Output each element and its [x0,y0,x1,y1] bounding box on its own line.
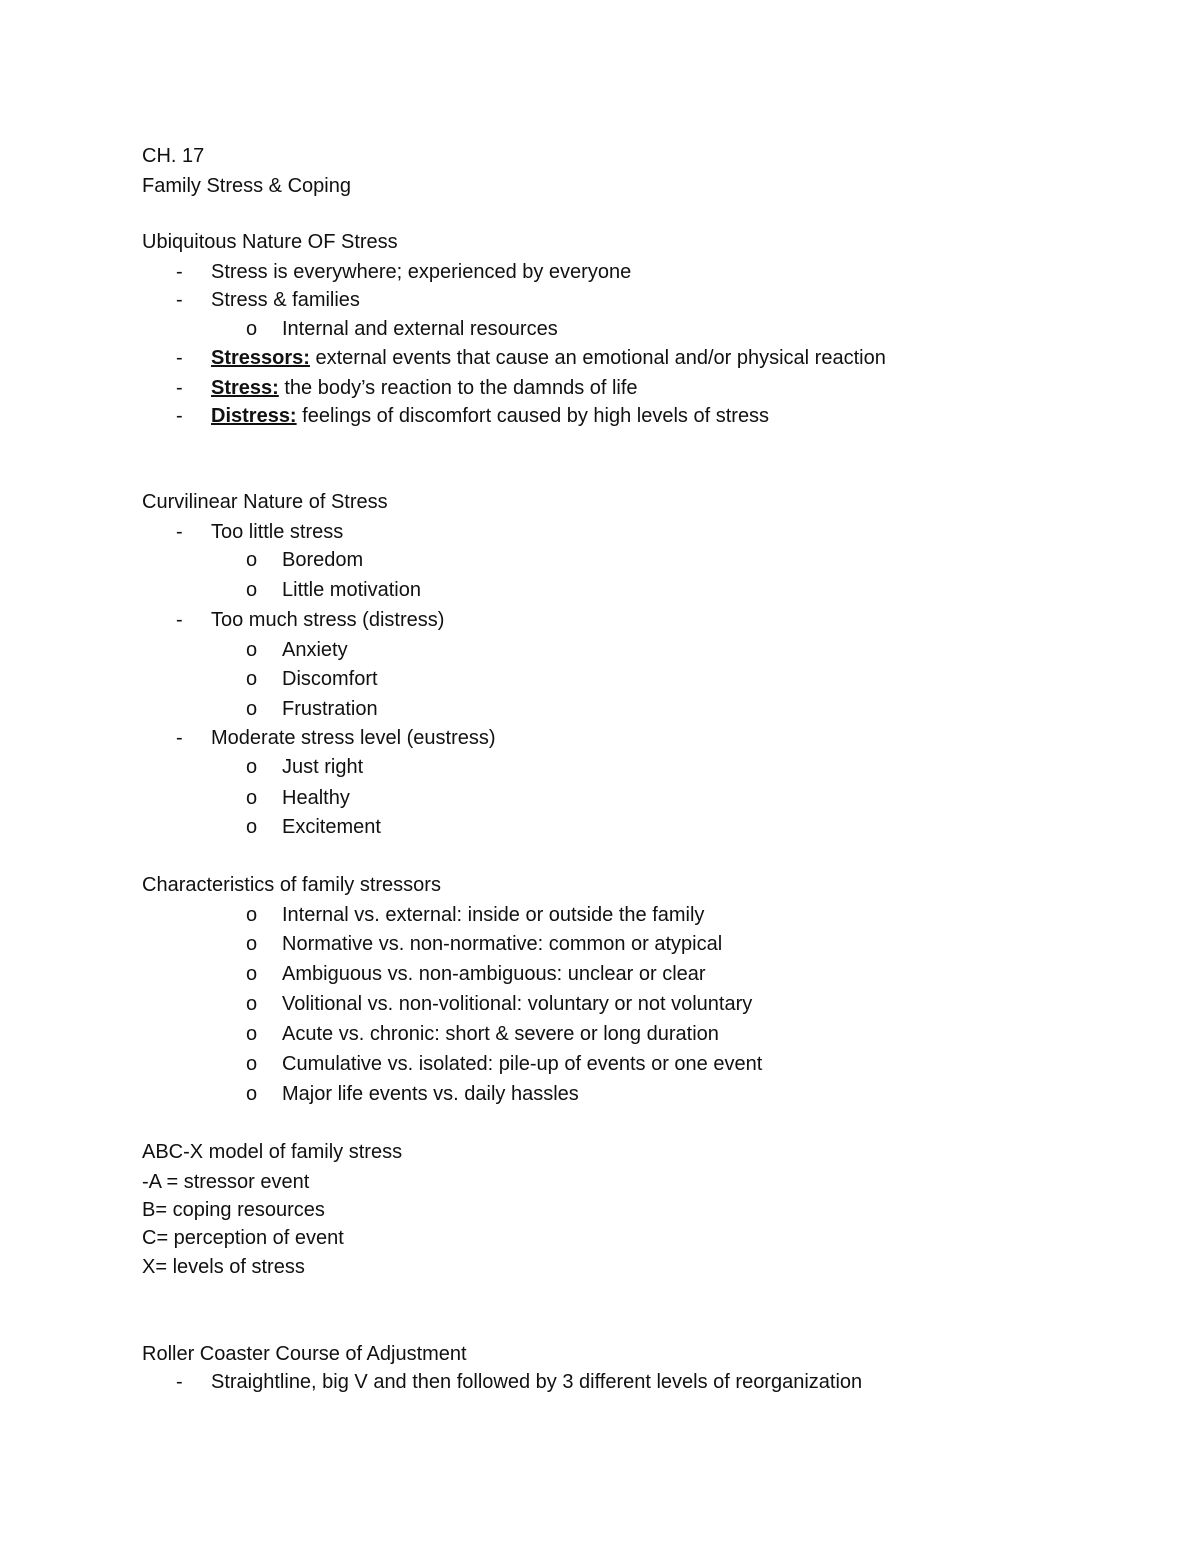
circle-marker: o [246,1083,258,1105]
dash-marker: - [176,289,183,311]
dash-marker: - [176,261,183,283]
sub-bullet-item: Acute vs. chronic: short & severe or long duration [282,1023,719,1045]
bullet-item: Stress is everywhere; experienced by everyone [211,261,632,283]
sub-bullet-item: Boredom [282,549,364,571]
section-heading-abcx: ABC-X model of family stress [142,1141,403,1163]
sub-bullet-item: Ambiguous vs. non-ambiguous: unclear or clear [282,963,706,985]
bullet-item: Straightline, big V and then followed by 3 different levels of reorganization [211,1371,863,1393]
sub-bullet-item: Cumulative vs. isolated: pile-up of events or one event [282,1053,763,1075]
model-line: X= levels of stress [142,1256,305,1278]
sub-bullet-item: Discomfort [282,668,378,690]
circle-marker: o [246,816,258,838]
circle-marker: o [246,698,258,720]
sub-bullet-item: Excitement [282,816,381,838]
circle-marker: o [246,787,258,809]
section-heading-characteristics: Characteristics of family stressors [142,874,441,896]
definition-text: external events that cause an emotional and/or physical reaction [309,347,886,369]
bullet-item: Moderate stress level (eustress) [211,727,496,749]
definition-text: the body’s reaction to the damnds of life [278,377,638,399]
sub-bullet-item: Little motivation [282,579,421,601]
sub-bullet-item: Internal vs. external: inside or outside the family [282,904,705,926]
circle-marker: o [246,579,258,601]
bullet-item: Stress & families [211,289,360,311]
circle-marker: o [246,318,258,340]
bullet-item: Too much stress (distress) [211,609,445,631]
dash-marker: - [176,727,183,749]
sub-bullet-item: Major life events vs. daily hassles [282,1083,579,1105]
dash-marker: - [176,405,183,427]
definition-text: feelings of discomfort caused by high levels of stress [296,405,770,427]
term-stress: Stress: [211,377,279,399]
model-line: C= perception of event [142,1227,344,1249]
circle-marker: o [246,963,258,985]
dash-marker: - [176,377,183,399]
dash-marker: - [176,1371,183,1393]
circle-marker: o [246,549,258,571]
sub-bullet-item: Normative vs. non-normative: common or atypical [282,933,723,955]
page-title: Family Stress & Coping [142,175,351,197]
dash-marker: - [176,521,183,543]
dash-marker: - [176,609,183,631]
term-stressors: Stressors: [211,347,310,369]
sub-bullet-item: Internal and external resources [282,318,558,340]
section-heading-curvilinear: Curvilinear Nature of Stress [142,491,388,513]
definition-stress [211,376,638,400]
model-line: -A = stressor event [142,1171,310,1193]
circle-marker: o [246,1023,258,1045]
sub-bullet-item: Healthy [282,787,350,809]
circle-marker: o [246,993,258,1015]
bullet-item: Too little stress [211,521,344,543]
definition-stressors [211,346,886,370]
section-heading-roller-coaster: Roller Coaster Course of Adjustment [142,1343,467,1365]
definition-distress [211,404,769,428]
dash-marker: - [176,347,183,369]
sub-bullet-item: Volitional vs. non-volitional: voluntary or not voluntary [282,993,753,1015]
circle-marker: o [246,1053,258,1075]
sub-bullet-item: Frustration [282,698,378,720]
model-line: B= coping resources [142,1199,325,1221]
circle-marker: o [246,756,258,778]
circle-marker: o [246,639,258,661]
circle-marker: o [246,904,258,926]
section-heading-ubiquitous: Ubiquitous Nature OF Stress [142,231,398,253]
chapter-label: CH. 17 [142,145,205,167]
circle-marker: o [246,933,258,955]
circle-marker: o [246,668,258,690]
sub-bullet-item: Anxiety [282,639,348,661]
term-distress: Distress: [211,405,297,427]
sub-bullet-item: Just right [282,756,364,778]
